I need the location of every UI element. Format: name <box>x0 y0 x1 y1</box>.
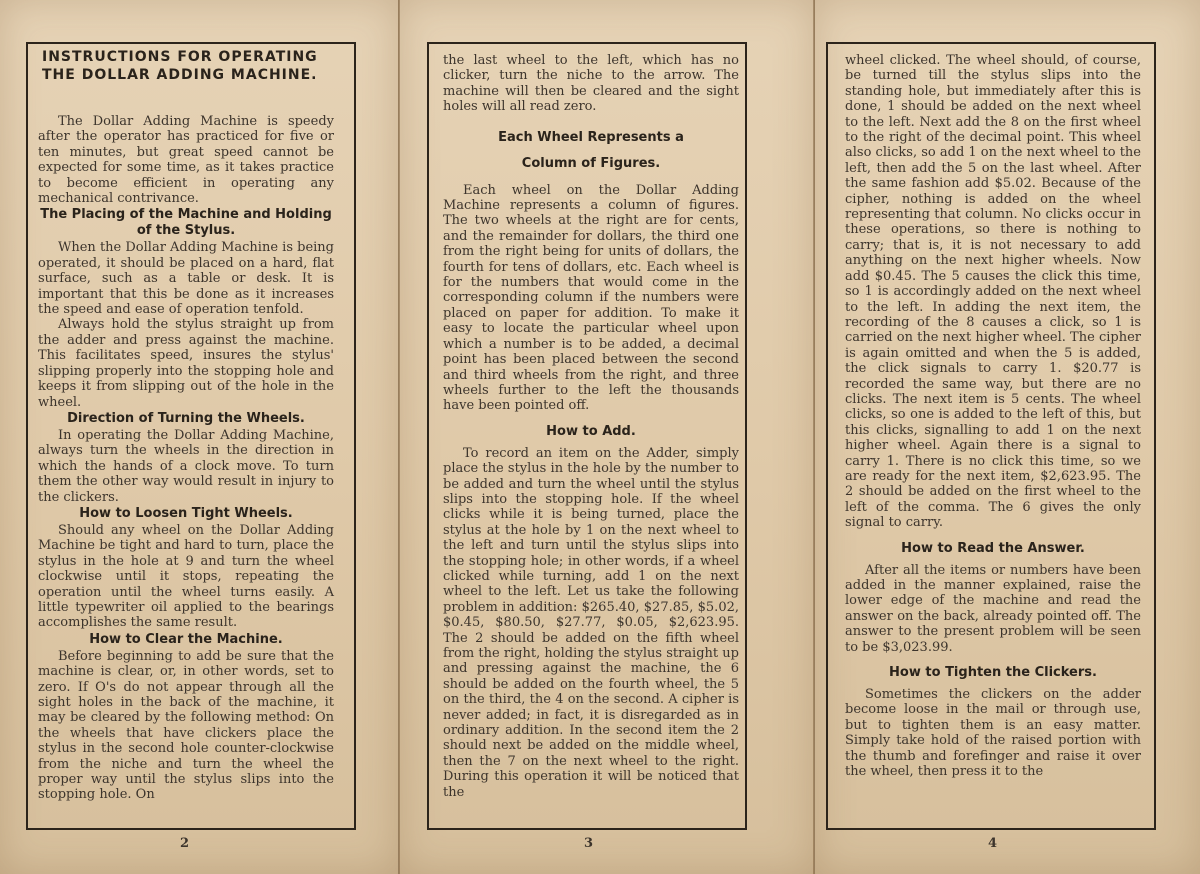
page-number: 4 <box>988 836 998 851</box>
title-line: INSTRUCTIONS FOR OPERATING <box>42 49 318 65</box>
paragraph: the last wheel to the left, which has no clicker, turn the niche to the arrow. The machine will then be cleared and the sight holes will all read zero. <box>443 53 739 115</box>
title-line: THE DOLLAR ADDING MACHINE. <box>42 67 318 83</box>
fold-line <box>813 0 815 874</box>
paragraph: To record an item on the Adder, simply place the stylus in the hole by the number to be added and turn the wheel until the stylus slips into the stopping hole. If the wheel clicks while it is being turned, place the stylus at the hole by 1 on the next wheel to the left and turn until the stylus slips into the stopping hole; in other words, if a wheel clicked while turning, add 1 on the next wheel to the left. Let us take the following problem in addition: $265.40, $27.85, $5.02, $0.45, $80.50, $27.77, $0.05, $2,623.95. The 2 should be added on the fifth wheel from the right, holding the stylus straight up and pressing against the machine, the 6 should be added on the fourth wheel, the 5 on the third, the 4 on the second. A cipher is never added; in fact, it is disregarded as in ordinary addition. In the second item the 2 should next be added on the middle wheel, then the 7 on the next wheel to the right. During this operation it will be noticed that the <box>443 445 739 800</box>
section-heading: How to Add. <box>546 423 636 439</box>
paragraph: Should any wheel on the Dollar Adding Machine be tight and hard to turn, place the stylus in the hole at 9 and turn the wheel clockwise until it stops, repeating the operation until the wheel turns easily. A little typewriter oil applied to the bearings accomplishes the same result. <box>38 522 334 631</box>
page-4-column <box>845 53 1141 779</box>
paragraph: Sometimes the clickers on the adder become loose in the mail or through use, but to tighten them is an easy matter. Simply take hold of the raised portion with the thumb and forefinger and raise it over the wheel, then press it to the <box>845 687 1141 780</box>
paragraph: Always hold the stylus straight up from the adder and press against the machine. This facilitates speed, insures the stylus' slipping properly into the stopping hole and keeps it from slipping out of the hole in the wheel. <box>38 317 334 410</box>
page-number: 2 <box>180 836 190 851</box>
section-heading: How to Loosen Tight Wheels. <box>79 505 293 521</box>
section-heading: The Placing of the Machine and Holding of the Stylus. <box>40 207 332 239</box>
paragraph: The Dollar Adding Machine is speedy after the operator has practiced for five or ten minutes, but great speed cannot be expected for some time, as it takes practice to become efficient in operating any mechanical contrivance. <box>38 114 334 207</box>
section-heading: How to Clear the Machine. <box>89 631 283 647</box>
paragraph: Before beginning to add be sure that the machine is clear, or, in other words, set to zero. If O's do not appear through all the sight holes in the back of the machine, it may be cleared by the following method: On the wheels that have clickers place the stylus in the second hole counter-clockwise from the niche and turn the wheel the proper way until the stylus slips into the stopping hole. On <box>38 648 334 803</box>
page-number: 3 <box>584 836 594 851</box>
section-heading: Direction of Turning the Wheels. <box>67 410 305 426</box>
page-3-column <box>443 53 739 800</box>
section-heading: How to Tighten the Clickers. <box>889 665 1097 681</box>
page-2-column <box>38 48 334 803</box>
fold-line <box>398 0 400 874</box>
paragraph: After all the items or numbers have been added in the manner explained, raise the lower edge of the machine and read the answer on the back, already pointed off. The answer to the present problem will be seen to be $3,023.99. <box>845 562 1141 655</box>
paragraph: When the Dollar Adding Machine is being operated, it should be placed on a hard, flat surface, such as a table or desk. It is important that this be done as it increases the speed and ease of operation tenfold. <box>38 240 334 318</box>
paragraph: Each wheel on the Dollar Adding Machine represents a column of figures. The two wheels at the right are for cents, and the remainder for dollars, the third one from the right being for units of dollars, the fourth for tens of dollars, etc. Each wheel is for the numbers that would come in the corresponding column if the numbers were placed on paper for addition. To make it easy to locate the particular wheel upon which a number is to be added, a decimal point has been placed between the second and third wheels from the right, and three wheels further to the left the thousands have been pointed off. <box>443 182 739 414</box>
section-heading: Each Wheel Represents a Column of Figures. <box>498 129 684 171</box>
document-title <box>42 48 334 84</box>
paragraph: In operating the Dollar Adding Machine, always turn the wheels in the direction in which the hands of a clock move. To turn them the other way would result in injury to the clickers. <box>38 427 334 505</box>
paragraph: wheel clicked. The wheel should, of course, be turned till the stylus slips into the standing hole, but immediately after this is done, 1 should be added on the next wheel to the left. Next add the 8 on the first wheel to the right of the decimal point. This wheel also clicks, so add 1 on the next wheel to the left, then add the 5 on the last wheel. After the same fashion add $5.02. Because of the cipher, nothing is added on the wheel representing that column. No clicks occur in these operations, so there is nothing to carry; that is, it is not necessary to add anything on the next higher wheels. Now add $0.45. The 5 causes the click this time, so 1 is accordingly added on the next wheel to the left. In adding the next item, the recording of the 8 causes a click, so 1 is carried on the next higher wheel. The cipher is again omitted and when the 5 is added, the click signals to carry 1. $20.77 is recorded the same way, but there are no clicks. The next item is 5 cents. The wheel clicks, so one is added to the left of this, but this clicks, signalling to add 1 on the next higher wheel. Again there is a signal to carry 1. There is no click this time, so we are ready for the next item, $2,623.95. The 2 should be added on the first wheel to the left of the comma. The 6 gives the only signal to carry. <box>845 53 1141 531</box>
section-heading: How to Read the Answer. <box>901 540 1085 556</box>
